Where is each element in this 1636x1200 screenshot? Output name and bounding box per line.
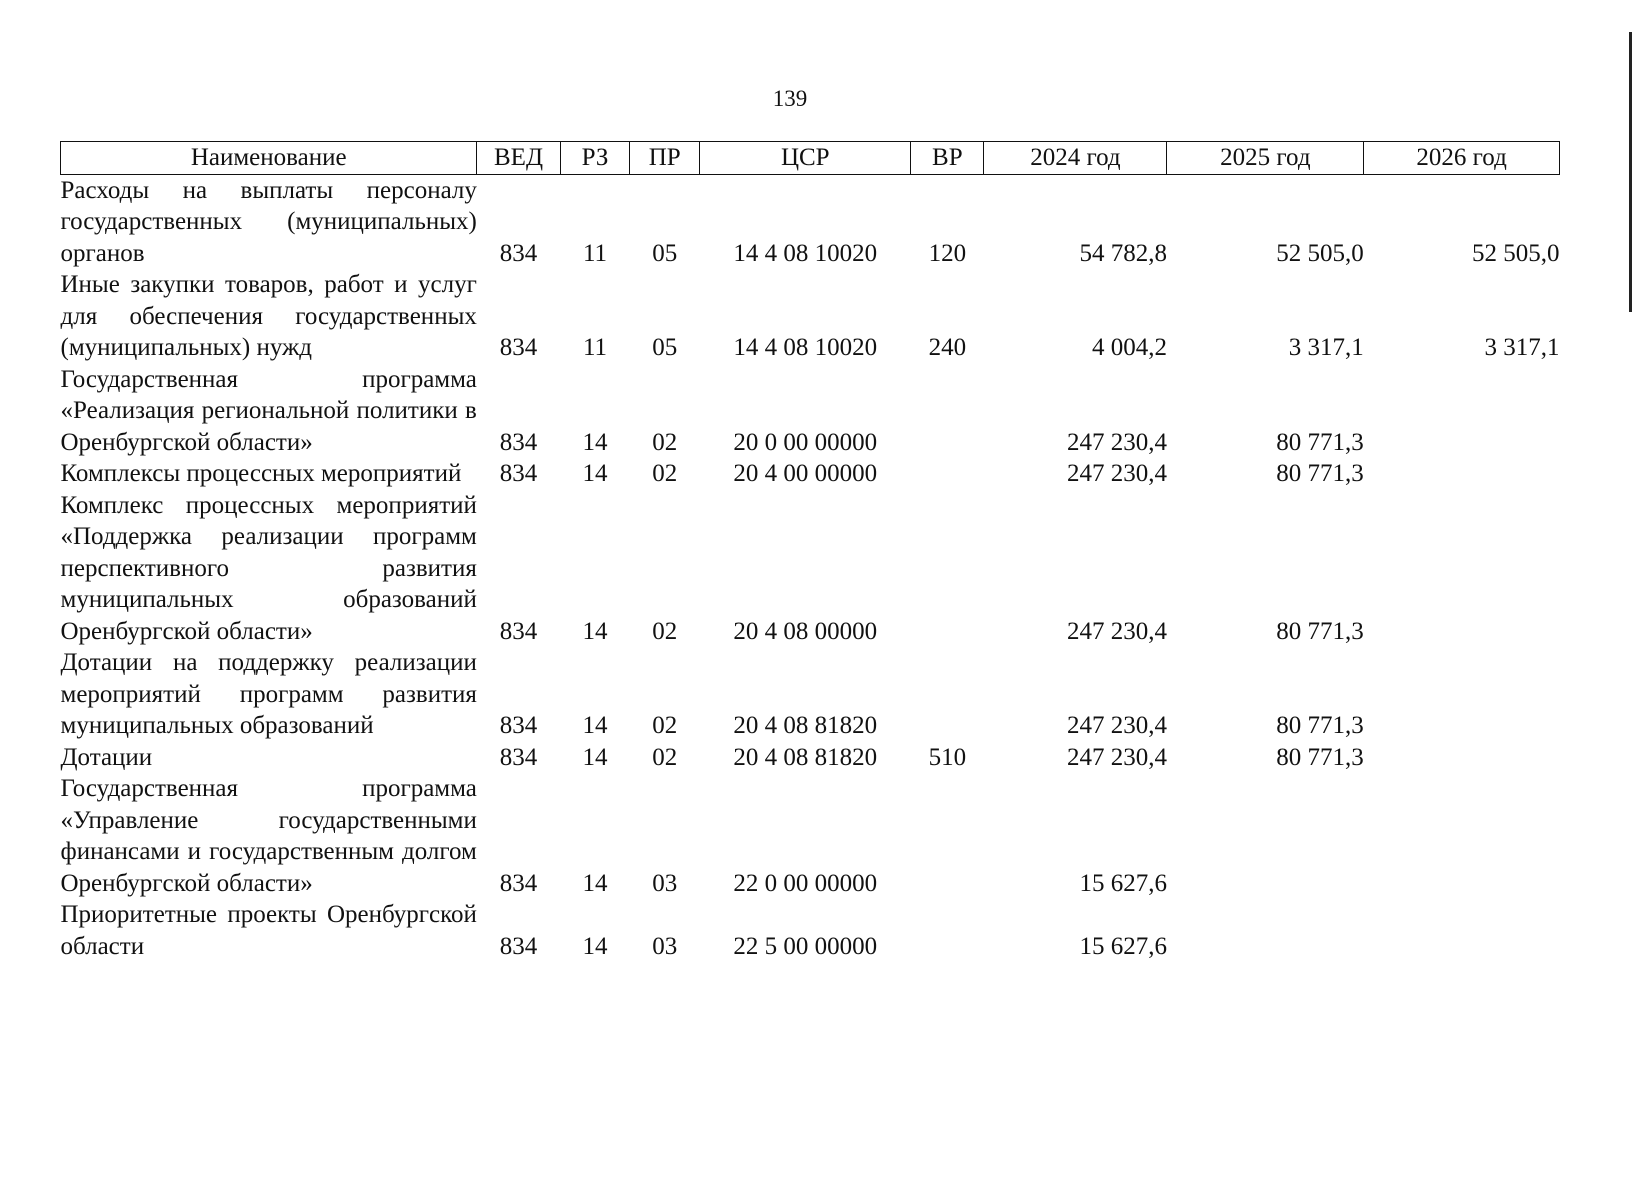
row-pr: 02 — [652, 428, 678, 456]
row-pr: 03 — [652, 932, 678, 960]
row-2025: 80 771,3 — [1276, 617, 1364, 645]
header-csr: ЦСР — [700, 142, 911, 175]
row-name: Расходы на выплаты персоналу государственных (муниципальных) органов — [60, 176, 477, 267]
row-vr — [911, 773, 984, 899]
scan-edge-mark — [1629, 32, 1632, 312]
row-2026 — [1364, 490, 1560, 648]
row-vr — [911, 490, 984, 648]
row-csr: 22 0 00 00000 — [733, 869, 878, 897]
header-pr: ПР — [630, 142, 700, 175]
table-row — [61, 364, 1560, 459]
row-vr: 240 — [928, 334, 967, 361]
row-ved: 834 — [499, 617, 538, 645]
row-2024: 15 627,6 — [1079, 932, 1167, 960]
row-ved: 834 — [499, 334, 538, 361]
row-name: Комплексы процессных мероприятий — [60, 460, 462, 487]
row-pr: 05 — [652, 239, 678, 267]
header-ved: ВЕД — [477, 142, 560, 175]
row-rz: 14 — [582, 428, 608, 456]
row-2026: 52 505,0 — [1472, 239, 1560, 267]
row-rz: 14 — [582, 712, 608, 739]
row-csr: 14 4 08 10020 — [733, 239, 878, 267]
row-pr: 03 — [652, 869, 678, 897]
header-name: Наименование — [61, 142, 477, 175]
row-name: Приоритетные проекты Оренбургской области — [60, 901, 477, 960]
row-rz: 14 — [582, 743, 608, 771]
row-csr: 14 4 08 10020 — [733, 334, 878, 361]
row-rz: 14 — [582, 932, 608, 960]
row-ved: 834 — [499, 743, 538, 771]
row-name: Дотации — [60, 743, 153, 771]
header-2024: 2024 год — [984, 142, 1167, 175]
row-csr: 20 4 00 00000 — [733, 460, 878, 487]
row-2026 — [1364, 647, 1560, 742]
row-csr: 20 4 08 81820 — [733, 743, 878, 771]
row-2026 — [1364, 364, 1560, 459]
row-ved: 834 — [499, 712, 538, 739]
table-row — [61, 458, 1560, 490]
row-2024: 247 230,4 — [1066, 712, 1167, 739]
row-vr — [911, 899, 984, 962]
row-name: Государственная программа «Управление государственными финансами и государственным долгом Оренбургской области» — [60, 775, 477, 897]
row-2026: 3 317,1 — [1484, 334, 1560, 361]
row-rz: 14 — [582, 460, 608, 487]
row-pr: 02 — [652, 617, 678, 645]
row-2026 — [1364, 742, 1560, 774]
row-2025 — [1167, 899, 1364, 962]
row-2025: 80 771,3 — [1276, 712, 1364, 739]
row-pr: 02 — [652, 743, 678, 771]
header-vr: ВР — [911, 142, 984, 175]
row-2024: 247 230,4 — [1066, 617, 1167, 645]
row-name: Государственная программа «Реализация региональной политики в Оренбургской области» — [60, 365, 477, 456]
page-number: 139 — [772, 86, 808, 111]
row-csr: 20 4 08 81820 — [733, 712, 878, 739]
row-rz: 11 — [582, 334, 608, 361]
table-row — [61, 742, 1560, 774]
table-row — [61, 490, 1560, 648]
row-2025 — [1167, 773, 1364, 899]
row-ved: 834 — [499, 460, 538, 487]
row-2024: 247 230,4 — [1066, 743, 1167, 771]
header-rz: РЗ — [560, 142, 630, 175]
row-ved: 834 — [499, 869, 538, 897]
row-vr — [911, 364, 984, 459]
row-rz: 14 — [582, 869, 608, 897]
row-2024: 54 782,8 — [1079, 239, 1167, 267]
row-pr: 02 — [652, 460, 678, 487]
table-row — [61, 773, 1560, 899]
table-row — [61, 269, 1560, 364]
header-2026: 2026 год — [1364, 142, 1560, 175]
table-row — [61, 899, 1560, 962]
row-2025: 80 771,3 — [1276, 428, 1364, 456]
header-row — [61, 142, 1560, 175]
row-csr: 20 0 00 00000 — [733, 428, 878, 456]
row-pr: 05 — [652, 334, 678, 361]
row-name: Иные закупки товаров, работ и услуг для обеспечения государственных (муниципальных) нужд — [60, 271, 477, 361]
row-csr: 22 5 00 00000 — [733, 932, 878, 960]
row-2024: 247 230,4 — [1066, 428, 1167, 456]
row-2026 — [1364, 899, 1560, 962]
header-2025: 2025 год — [1167, 142, 1364, 175]
row-vr — [911, 458, 984, 490]
row-vr: 120 — [928, 239, 967, 267]
row-ved: 834 — [499, 239, 538, 267]
row-name: Комплекс процессных мероприятий «Поддержка реализации программ перспективного развития муниципальных образований Оренбургской области» — [60, 491, 477, 645]
row-rz: 14 — [582, 617, 608, 645]
table-row — [61, 647, 1560, 742]
row-name: Дотации на поддержку реализации мероприятий программ развития муниципальных образований — [60, 649, 477, 739]
row-rz: 11 — [582, 239, 608, 267]
row-2025: 3 317,1 — [1288, 334, 1364, 361]
row-vr: 510 — [928, 743, 967, 771]
row-2026 — [1364, 458, 1560, 490]
row-ved: 834 — [499, 932, 538, 960]
row-csr: 20 4 08 00000 — [733, 617, 878, 645]
row-2025: 80 771,3 — [1276, 460, 1364, 487]
table-row — [61, 174, 1560, 269]
row-2024: 4 004,2 — [1091, 334, 1167, 361]
row-2025: 52 505,0 — [1276, 239, 1364, 267]
row-ved: 834 — [499, 428, 538, 456]
row-2025: 80 771,3 — [1276, 743, 1364, 771]
row-2024: 15 627,6 — [1079, 869, 1167, 897]
row-vr — [911, 647, 984, 742]
row-2024: 247 230,4 — [1066, 460, 1167, 487]
row-pr: 02 — [652, 712, 678, 739]
row-2026 — [1364, 773, 1560, 899]
budget-table — [60, 141, 1560, 962]
